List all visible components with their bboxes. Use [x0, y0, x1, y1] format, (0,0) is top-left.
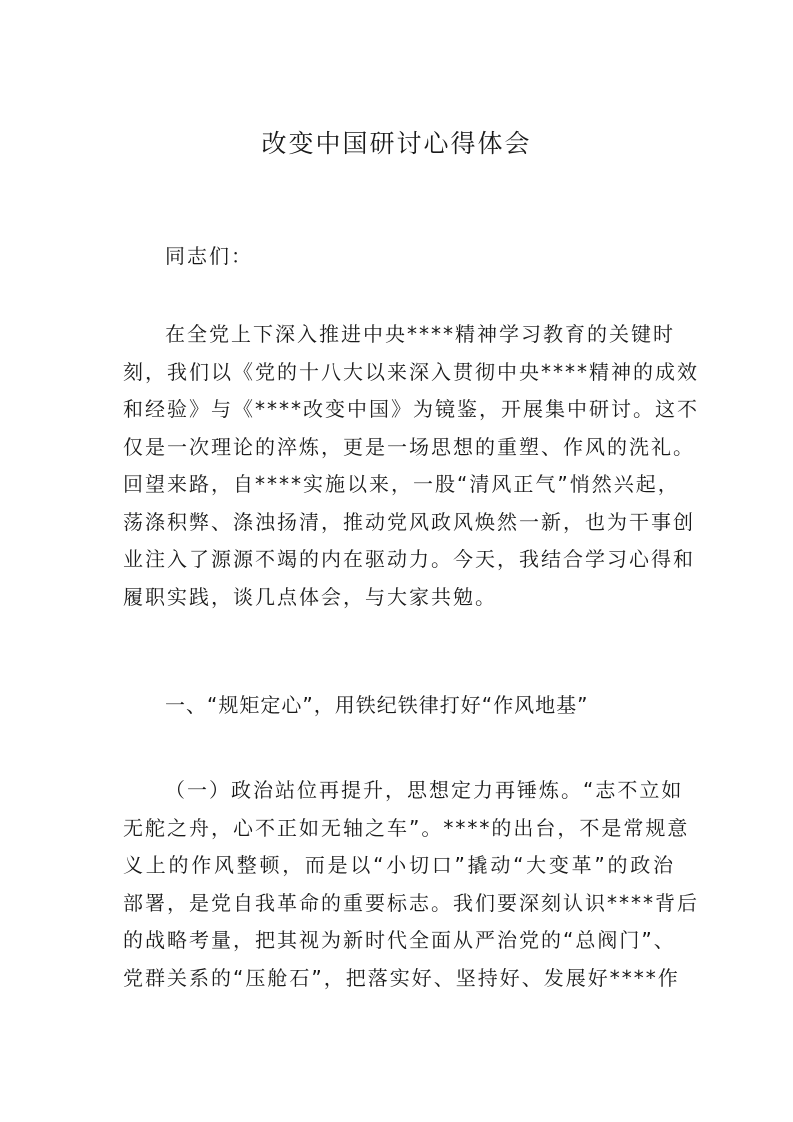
paragraph-line: 党群关系的“压舱石”，把落实好、坚持好、发展好****作	[123, 965, 680, 990]
paragraph-line: 的战略考量，把其视为新时代全面从严治党的“总阀门”、	[123, 928, 676, 952]
paragraph-line: 和经验》与《****改变中国》为镜鉴，开展集中研讨。这不	[123, 397, 699, 421]
salutation: 同志们：	[165, 244, 253, 268]
paragraph-line: 回望来路，自****实施以来，一股“清风正气”悄然兴起，	[123, 472, 680, 496]
page-title: 改变中国研讨心得体会	[261, 129, 532, 158]
section-heading: 一、“规矩定心”，用铁纪铁律打好“作风地基”	[165, 693, 589, 717]
paragraph-line: 义上的作风整顿，而是以“小切口”撬动“大变革”的政治	[123, 853, 675, 877]
paragraph-line: 业注入了源源不竭的内在驱动力。今天，我结合学习心得和	[123, 547, 695, 571]
paragraph-line: 仅是一次理论的淬炼，更是一场思想的重塑、作风的洗礼。	[123, 434, 695, 459]
paragraph-line: 刻，我们以《党的十八大以来深入贯彻中央****精神的成效	[123, 359, 699, 384]
paragraph-line: 部署，是党自我革命的重要标志。我们要深刻认识****背后	[123, 890, 699, 915]
paragraph-line-last: 履职实践，谈几点体会，与大家共勉。	[123, 584, 497, 609]
paragraph-section-1	[123, 772, 699, 997]
paragraph-line: 荡涤积弊、涤浊扬清，推动党风政风焕然一新，也为干事创	[123, 509, 695, 534]
paragraph-intro	[123, 316, 699, 616]
paragraph-line: （一）政治站位再提升，思想定力再锤炼。“志不立如	[165, 778, 684, 802]
paragraph-line: 在全党上下深入推进中央****精神学习教育的关键时	[165, 322, 675, 346]
paragraph-line: 无舵之舟，心不正如无轴之车”。****的出台，不是常规意	[123, 815, 690, 840]
